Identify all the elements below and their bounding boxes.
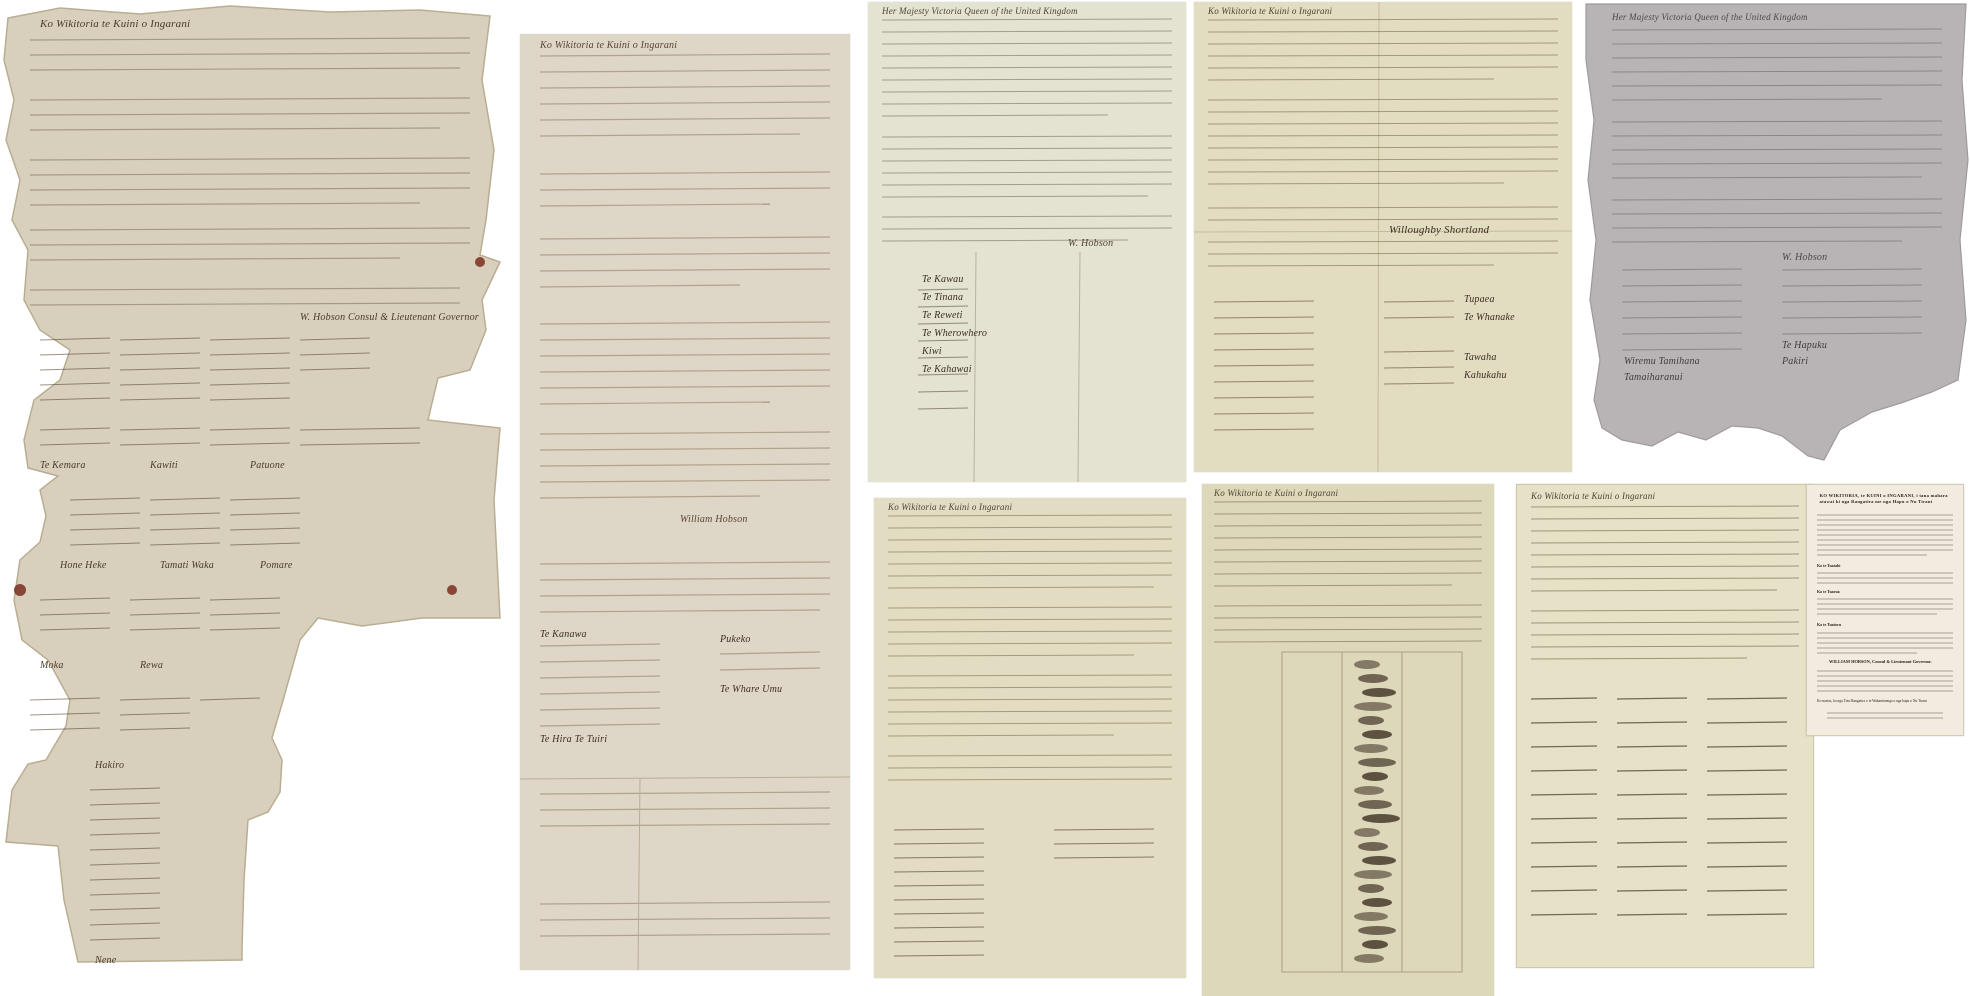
ink-text-lines [868, 2, 1186, 482]
signatory-name: Te Whare Umu [720, 684, 783, 695]
governor-signature: W. Hobson [1782, 252, 1828, 263]
sheet-heading: Her Majesty Victoria Queen of the United Kingdom [1612, 12, 1808, 22]
sheet-heading: Ko Wikitoria te Kuini o Ingarani [888, 502, 1013, 512]
moko-mark [1362, 730, 1392, 739]
ink-text-lines [520, 34, 850, 970]
governor-signature: W. Hobson [1068, 238, 1114, 249]
article-2-heading: Ko te Tuarua [1817, 589, 1840, 594]
governor-signature: W. Hobson Consul & Lieutenant Governor [300, 312, 479, 323]
moko-mark [1358, 926, 1396, 935]
signatory-name: Nene [95, 955, 117, 966]
moko-signature-column [1348, 660, 1396, 968]
article-3-heading: Ko te Tuatoru [1817, 622, 1842, 627]
signatory-name: Te Reweti [922, 310, 963, 321]
printed-footer: Ko matou, ko nga Tino Rangatira o te Wakaminenga o nga hapu o Nu Tirani [1817, 699, 1927, 703]
signatory-name: Pomare [260, 560, 293, 571]
moko-mark [1358, 842, 1388, 851]
moko-mark [1354, 744, 1388, 753]
moko-mark [1358, 800, 1392, 809]
moko-mark [1354, 786, 1384, 795]
signatory-name: Kahukahu [1464, 370, 1507, 381]
signatory-name: Te Hira Te Tuiri [540, 734, 608, 745]
treaty-sheet-printed [1806, 484, 1964, 736]
wax-seal-stain [14, 584, 26, 596]
ink-text-lines [874, 498, 1186, 978]
governor-printed-name: WILLIAM HOBSON, Consul & Lieutenant Governor. [1829, 659, 1932, 664]
treaty-sheet-bay-of-plenty [1582, 0, 1970, 470]
signatory-name: Wiremu Tamihana [1624, 356, 1700, 367]
moko-mark [1354, 912, 1388, 921]
sheet-heading: Ko Wikitoria te Kuini o Ingarani [540, 40, 678, 51]
signatory-name: Tawaha [1464, 352, 1497, 363]
treaty-sheet-east-coast [874, 498, 1186, 978]
fold-line [520, 777, 850, 779]
signatory-name: Tamati Waka [160, 560, 214, 571]
moko-mark [1354, 954, 1384, 963]
treaty-sheet-waitangi [0, 0, 505, 996]
ink-text-lines [1517, 485, 1813, 967]
signatory-name: Kawiti [150, 460, 178, 471]
sheet-heading: Ko Wikitoria te Kuini o Ingarani [1531, 491, 1656, 501]
governor-signature: William Hobson [680, 514, 748, 525]
signatory-name: Te Kawau [922, 274, 964, 285]
signatory-name: Hone Heke [60, 560, 107, 571]
moko-mark [1362, 814, 1400, 823]
signatory-name: Hakiro [95, 760, 125, 771]
moko-mark [1358, 674, 1388, 683]
signatory-name: Te Kemara [40, 460, 86, 471]
moko-mark [1362, 856, 1396, 865]
treaty-sheet-manukau-kawhia [1202, 484, 1494, 996]
moko-mark [1362, 940, 1388, 949]
sheet-heading: Ko Wikitoria te Kuini o Ingarani [1214, 488, 1339, 498]
signatory-name: Te Whanake [1464, 312, 1515, 323]
treaty-sheet-waikato-manukau [868, 2, 1186, 482]
signatory-name: Tupaea [1464, 294, 1495, 305]
signatory-name: Te Kahawai [922, 364, 972, 375]
treaty-sheet-cook-strait [1516, 484, 1814, 968]
torn-parchment-shape [1582, 0, 1970, 470]
signatory-name: Patuone [250, 460, 285, 471]
signatory-name: Moka [40, 660, 64, 671]
torn-parchment-shape [0, 0, 505, 996]
governor-signature: Willoughby Shortland [1389, 224, 1490, 236]
moko-mark [1358, 716, 1384, 725]
treaty-sheet-tauranga [1194, 2, 1572, 472]
signatory-name: Kiwi [922, 346, 942, 357]
moko-mark [1358, 758, 1396, 767]
printed-title: KO WIKITORIA, te KUINI o INGARANI, i tana mahara atawai ki nga Rangatira me nga Hapu o Nu Tirani [1819, 493, 1948, 505]
moko-mark [1354, 702, 1392, 711]
moko-mark [1362, 688, 1396, 697]
signatory-name: Te Tinana [922, 292, 964, 303]
signatory-name: Te Hapuku [1782, 340, 1828, 351]
sheet-heading: Ko Wikitoria te Kuini o Ingarani [40, 18, 191, 30]
moko-mark [1354, 828, 1380, 837]
signatory-name: Pukeko [720, 634, 751, 645]
signatory-name: Te Wherowhero [922, 328, 988, 339]
sheet-heading: Ko Wikitoria te Kuini o Ingarani [1208, 6, 1333, 16]
moko-mark [1354, 660, 1380, 669]
ink-text-lines [1194, 2, 1572, 472]
signatory-name: Rewa [140, 660, 164, 671]
printed-text-lines [1807, 485, 1963, 735]
sheet-heading: Her Majesty Victoria Queen of the United Kingdom [882, 6, 1078, 16]
treaty-sheet-herald-bunbury [520, 34, 850, 970]
moko-mark [1362, 772, 1388, 781]
signatory-name: Te Kanawa [540, 629, 587, 640]
signatory-name: Tamaiharanui [1624, 372, 1683, 383]
moko-mark [1362, 898, 1392, 907]
moko-mark [1358, 884, 1384, 893]
signatory-name: Pakiri [1782, 356, 1809, 367]
moko-mark [1354, 870, 1392, 879]
article-1-heading: Ko te Tuatahi [1817, 563, 1841, 568]
